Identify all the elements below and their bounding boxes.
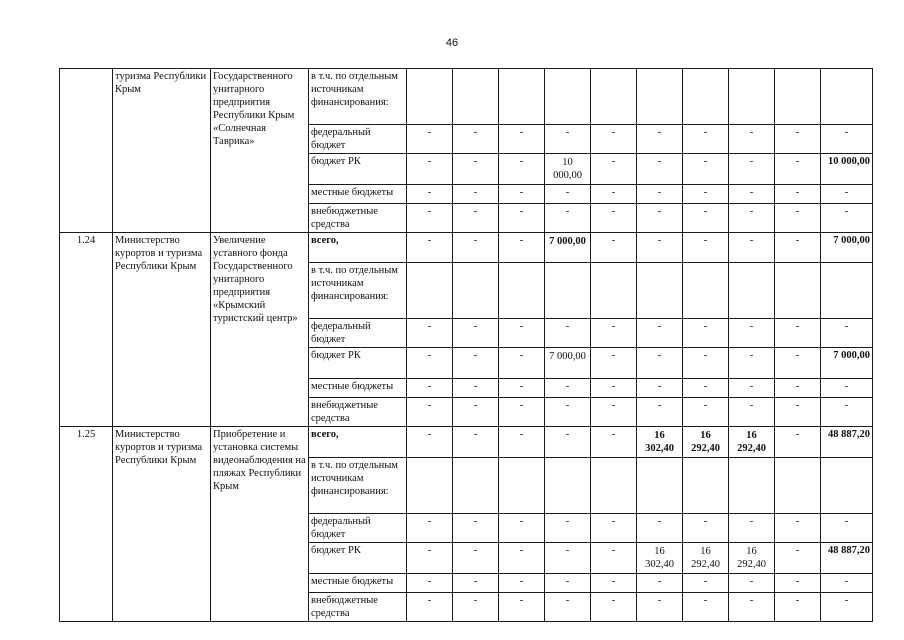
empty-cell <box>729 69 775 125</box>
executor-cell: Министерство курортов и туризма Республики Крым <box>113 427 211 622</box>
dash-cell: - <box>591 543 637 574</box>
dash-cell: - <box>637 398 683 427</box>
empty-cell <box>683 69 729 125</box>
dash-cell: - <box>683 233 729 263</box>
dash-cell: - <box>637 514 683 543</box>
empty-cell <box>821 458 873 514</box>
dash-cell: - <box>453 154 499 185</box>
empty-cell <box>407 263 453 319</box>
dash-cell: - <box>729 154 775 185</box>
dash-cell: - <box>453 233 499 263</box>
dash-cell: - <box>729 204 775 233</box>
dash-cell: - <box>683 185 729 204</box>
dash-cell: - <box>821 204 873 233</box>
dash-cell: - <box>499 574 545 593</box>
dash-cell: - <box>591 125 637 154</box>
dash-cell: - <box>775 154 821 185</box>
dash-cell: - <box>637 574 683 593</box>
empty-cell <box>729 263 775 319</box>
dash-cell: - <box>453 125 499 154</box>
dash-cell: - <box>637 593 683 622</box>
dash-cell: - <box>407 427 453 458</box>
executor-cell: Министерство курортов и туризма Республики Крым <box>113 233 211 427</box>
dash-cell: - <box>591 204 637 233</box>
dash-cell: - <box>499 185 545 204</box>
dash-cell: - <box>775 543 821 574</box>
dash-cell: - <box>729 574 775 593</box>
empty-cell <box>591 263 637 319</box>
dash-cell: - <box>453 593 499 622</box>
page-number: 46 <box>445 37 459 49</box>
dash-cell: - <box>591 593 637 622</box>
dash-cell: - <box>407 204 453 233</box>
dash-cell: - <box>729 593 775 622</box>
dash-cell: - <box>775 185 821 204</box>
dash-cell: - <box>821 514 873 543</box>
dash-cell: - <box>729 398 775 427</box>
dash-cell: - <box>775 125 821 154</box>
empty-cell <box>545 263 591 319</box>
item-number-cell <box>60 69 113 233</box>
dash-cell: - <box>545 204 591 233</box>
dash-cell: - <box>545 125 591 154</box>
value-cell: 16 292,40 <box>729 427 775 458</box>
empty-cell <box>637 69 683 125</box>
dash-cell: - <box>407 379 453 398</box>
dash-cell: - <box>453 379 499 398</box>
dash-cell: - <box>637 348 683 379</box>
table-row <box>60 427 873 458</box>
dash-cell: - <box>407 574 453 593</box>
empty-cell <box>683 263 729 319</box>
dash-cell: - <box>453 185 499 204</box>
empty-cell <box>591 69 637 125</box>
item-number-cell: 1.24 <box>60 233 113 427</box>
dash-cell: - <box>453 398 499 427</box>
dash-cell: - <box>407 593 453 622</box>
value-cell: 16 292,40 <box>729 543 775 574</box>
activity-cell: Приобретение и установка системы видеонаблюдения на пляжах Республики Крым <box>211 427 309 622</box>
empty-cell <box>499 69 545 125</box>
dash-cell: - <box>499 543 545 574</box>
dash-cell: - <box>683 398 729 427</box>
dash-cell: - <box>545 379 591 398</box>
empty-cell <box>821 263 873 319</box>
dash-cell: - <box>637 319 683 348</box>
dash-cell: - <box>775 427 821 458</box>
dash-cell: - <box>637 154 683 185</box>
dash-cell: - <box>499 204 545 233</box>
total-cell: 48 887,20 <box>821 543 873 574</box>
dash-cell: - <box>545 574 591 593</box>
source-label: в т.ч. по отдельным источникам финансирования: <box>309 69 407 125</box>
source-label: в т.ч. по отдельным источникам финансирования: <box>309 458 407 514</box>
source-label: в т.ч. по отдельным источникам финансирования: <box>309 263 407 319</box>
dash-cell: - <box>591 514 637 543</box>
dash-cell: - <box>499 427 545 458</box>
empty-cell <box>775 69 821 125</box>
dash-cell: - <box>821 379 873 398</box>
executor-cell: туризма Республики Крым <box>113 69 211 233</box>
dash-cell: - <box>407 319 453 348</box>
dash-cell: - <box>821 574 873 593</box>
empty-cell <box>407 458 453 514</box>
dash-cell: - <box>453 427 499 458</box>
dash-cell: - <box>591 574 637 593</box>
activity-cell: Государственного унитарного предприятия Республики Крым «Солнечная Таврика» <box>211 69 309 233</box>
empty-cell <box>499 263 545 319</box>
dash-cell: - <box>775 593 821 622</box>
empty-cell <box>545 69 591 125</box>
total-cell: 10 000,00 <box>821 154 873 185</box>
table-row <box>60 233 873 263</box>
dash-cell: - <box>499 348 545 379</box>
dash-cell: - <box>453 319 499 348</box>
source-label: бюджет РК <box>309 348 407 379</box>
dash-cell: - <box>545 398 591 427</box>
source-label: федеральный бюджет <box>309 319 407 348</box>
source-label: внебюджетные средства <box>309 398 407 427</box>
empty-cell <box>453 69 499 125</box>
dash-cell: - <box>683 154 729 185</box>
dash-cell: - <box>545 593 591 622</box>
dash-cell: - <box>775 514 821 543</box>
dash-cell: - <box>545 185 591 204</box>
value-cell: 16 302,40 <box>637 543 683 574</box>
total-cell: 7 000,00 <box>821 233 873 263</box>
source-label: внебюджетные средства <box>309 204 407 233</box>
dash-cell: - <box>775 574 821 593</box>
empty-cell <box>591 458 637 514</box>
dash-cell: - <box>545 514 591 543</box>
empty-cell <box>775 263 821 319</box>
item-number-cell: 1.25 <box>60 427 113 622</box>
dash-cell: - <box>545 319 591 348</box>
dash-cell: - <box>591 427 637 458</box>
empty-cell <box>453 458 499 514</box>
dash-cell: - <box>453 204 499 233</box>
dash-cell: - <box>821 398 873 427</box>
dash-cell: - <box>499 319 545 348</box>
value-cell: 16 302,40 <box>637 427 683 458</box>
source-label: местные бюджеты <box>309 379 407 398</box>
dash-cell: - <box>775 204 821 233</box>
source-label: бюджет РК <box>309 154 407 185</box>
dash-cell: - <box>637 125 683 154</box>
value-cell: 16 292,40 <box>683 543 729 574</box>
empty-cell <box>637 458 683 514</box>
dash-cell: - <box>453 574 499 593</box>
source-label: местные бюджеты <box>309 185 407 204</box>
dash-cell: - <box>591 398 637 427</box>
dash-cell: - <box>683 125 729 154</box>
total-cell: 7 000,00 <box>821 348 873 379</box>
dash-cell: - <box>545 543 591 574</box>
dash-cell: - <box>683 204 729 233</box>
empty-cell <box>683 458 729 514</box>
value-cell: 7 000,00 <box>545 348 591 379</box>
empty-cell <box>637 263 683 319</box>
value-cell: 10 000,00 <box>545 154 591 185</box>
dash-cell: - <box>407 154 453 185</box>
dash-cell: - <box>821 319 873 348</box>
dash-cell: - <box>729 233 775 263</box>
activity-cell: Увеличение уставного фонда Государственного унитарного предприятия «Крымский туристский центр» <box>211 233 309 427</box>
empty-cell <box>499 458 545 514</box>
dash-cell: - <box>683 379 729 398</box>
dash-cell: - <box>545 427 591 458</box>
table-row <box>60 69 873 125</box>
dash-cell: - <box>683 574 729 593</box>
dash-cell: - <box>407 514 453 543</box>
value-cell: 7 000,00 <box>545 233 591 263</box>
dash-cell: - <box>591 185 637 204</box>
dash-cell: - <box>499 514 545 543</box>
dash-cell: - <box>453 514 499 543</box>
dash-cell: - <box>407 233 453 263</box>
empty-cell <box>407 69 453 125</box>
empty-cell <box>453 263 499 319</box>
source-label: бюджет РК <box>309 543 407 574</box>
empty-cell <box>775 458 821 514</box>
dash-cell: - <box>591 154 637 185</box>
dash-cell: - <box>729 319 775 348</box>
source-label: всего, <box>309 233 407 263</box>
dash-cell: - <box>499 379 545 398</box>
source-label: федеральный бюджет <box>309 125 407 154</box>
dash-cell: - <box>591 319 637 348</box>
dash-cell: - <box>407 125 453 154</box>
dash-cell: - <box>407 185 453 204</box>
dash-cell: - <box>683 319 729 348</box>
value-cell: 16 292,40 <box>683 427 729 458</box>
empty-cell <box>545 458 591 514</box>
dash-cell: - <box>499 154 545 185</box>
empty-cell <box>821 69 873 125</box>
dash-cell: - <box>637 185 683 204</box>
dash-cell: - <box>729 185 775 204</box>
dash-cell: - <box>775 319 821 348</box>
dash-cell: - <box>683 514 729 543</box>
source-label: всего, <box>309 427 407 458</box>
dash-cell: - <box>591 233 637 263</box>
dash-cell: - <box>407 543 453 574</box>
dash-cell: - <box>407 398 453 427</box>
dash-cell: - <box>499 593 545 622</box>
dash-cell: - <box>637 204 683 233</box>
dash-cell: - <box>821 185 873 204</box>
dash-cell: - <box>683 593 729 622</box>
dash-cell: - <box>729 125 775 154</box>
dash-cell: - <box>407 348 453 379</box>
dash-cell: - <box>775 348 821 379</box>
dash-cell: - <box>499 398 545 427</box>
dash-cell: - <box>637 233 683 263</box>
dash-cell: - <box>775 379 821 398</box>
total-cell: 48 887,20 <box>821 427 873 458</box>
dash-cell: - <box>683 348 729 379</box>
dash-cell: - <box>729 348 775 379</box>
dash-cell: - <box>821 125 873 154</box>
dash-cell: - <box>453 348 499 379</box>
dash-cell: - <box>499 233 545 263</box>
empty-cell <box>729 458 775 514</box>
dash-cell: - <box>775 398 821 427</box>
dash-cell: - <box>729 514 775 543</box>
dash-cell: - <box>821 593 873 622</box>
source-label: федеральный бюджет <box>309 514 407 543</box>
dash-cell: - <box>591 379 637 398</box>
dash-cell: - <box>591 348 637 379</box>
dash-cell: - <box>775 233 821 263</box>
source-label: внебюджетные средства <box>309 593 407 622</box>
dash-cell: - <box>637 379 683 398</box>
source-label: местные бюджеты <box>309 574 407 593</box>
dash-cell: - <box>499 125 545 154</box>
dash-cell: - <box>729 379 775 398</box>
budget-table <box>59 68 873 622</box>
dash-cell: - <box>453 543 499 574</box>
